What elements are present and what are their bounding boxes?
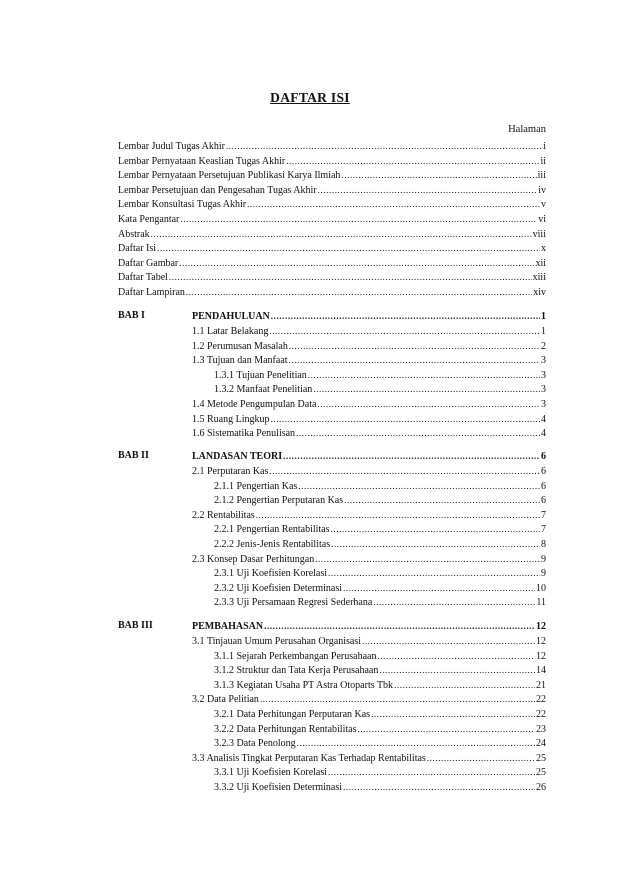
toc-entry-subsection[interactable]	[214, 566, 546, 581]
toc-entry-label: 3.3.2 Uji Koefisien Determinasi	[214, 782, 343, 793]
toc-entry-label: PEMBAHASAN	[192, 621, 264, 632]
dot-leader	[271, 309, 540, 324]
toc-entry-subsection[interactable]	[214, 663, 546, 678]
toc-entry-front[interactable]	[118, 256, 546, 271]
toc-entry-section[interactable]	[192, 426, 546, 441]
toc-entry-label: 3.1.2 Struktur dan Tata Kerja Perusahaan	[214, 665, 379, 677]
toc-entry-front[interactable]	[118, 139, 546, 154]
toc-entry-front[interactable]	[118, 270, 546, 285]
dot-leader	[317, 397, 540, 412]
toc-entry-page: 1	[541, 311, 546, 322]
toc-entry-page: 21	[536, 679, 546, 691]
toc-entry-label: Daftar Gambar	[118, 257, 179, 269]
toc-entry-label: Lembar Pernyataan Keaslian Tugas Akhir	[118, 155, 286, 167]
dot-leader	[247, 197, 540, 212]
toc-entry-page: iii	[537, 170, 546, 182]
toc-entry-section[interactable]	[192, 634, 546, 649]
toc-entry-front[interactable]	[118, 183, 546, 198]
dot-leader	[289, 353, 540, 368]
toc-entry-page: v	[541, 199, 546, 211]
dot-leader	[394, 678, 535, 693]
toc-entry-page: 3	[541, 384, 546, 396]
toc-entry-page: 12	[536, 636, 546, 647]
toc-entry-chapter[interactable]	[192, 309, 546, 324]
dot-leader	[286, 154, 539, 169]
toc-entry-page: 7	[541, 524, 546, 536]
toc-entry-label: 3.1.1 Sejarah Perkembangan Perusahaan	[214, 650, 377, 662]
dot-leader	[318, 183, 538, 198]
toc-entry-subsection[interactable]	[214, 537, 546, 552]
toc-entry-section[interactable]	[192, 751, 546, 766]
dot-leader	[308, 368, 540, 383]
toc-entry-label: Lembar Konsultasi Tugas Akhir	[118, 199, 247, 211]
dot-leader	[313, 382, 540, 397]
toc-entry-page: 22	[536, 709, 546, 720]
dot-leader	[427, 751, 535, 766]
toc-entry-label: 1.3 Tujuan dan Manfaat	[192, 355, 288, 367]
dot-leader	[180, 212, 537, 227]
toc-entry-chapter[interactable]	[192, 449, 546, 464]
toc-entry-label: PENDAHULUAN	[192, 311, 270, 322]
toc-entry-page: 24	[536, 738, 546, 750]
dot-leader	[226, 139, 542, 154]
toc-entry-page: 23	[536, 723, 546, 735]
chapter-number: BAB I	[118, 310, 145, 321]
toc-entry-page: 25	[536, 767, 546, 779]
toc-entry-label: 1.5 Ruang Lingkup	[192, 413, 270, 425]
toc-entry-front[interactable]	[118, 212, 546, 227]
toc-entry-front[interactable]	[118, 241, 546, 256]
toc-entry-label: 1.4 Metode Pengumpulan Data	[192, 399, 317, 410]
dot-leader	[256, 508, 540, 523]
dot-leader	[328, 765, 535, 780]
toc-entry-label: LANDASAN TEORI	[192, 451, 283, 462]
dot-leader	[331, 522, 540, 537]
dot-leader	[373, 595, 535, 610]
dot-leader	[269, 464, 540, 479]
dot-leader	[186, 285, 532, 300]
dot-leader	[343, 581, 535, 596]
toc-entry-label: Abstrak	[118, 228, 150, 240]
toc-entry-section[interactable]	[192, 353, 546, 368]
toc-entry-label: 3.3.1 Uji Koefisien Korelasi	[214, 767, 328, 779]
toc-entry-label: 3.2.1 Data Perhitungan Perputaran Kas	[214, 709, 371, 720]
toc-entry-section[interactable]	[192, 324, 546, 339]
toc-entry-subsection[interactable]	[214, 780, 546, 795]
toc-entry-label: Kata Pengantar	[118, 214, 180, 225]
toc-entry-subsection[interactable]	[214, 581, 546, 596]
toc-entry-label: 2.1.1 Pengertian Kas	[214, 480, 298, 492]
halaman-header: Halaman	[508, 124, 546, 135]
toc-entry-subsection[interactable]	[214, 368, 546, 383]
chapter-number: BAB III	[118, 620, 153, 631]
toc-entry-page: 1	[541, 326, 546, 337]
toc-entry-label: 2.3.1 Uji Koefisien Korelasi	[214, 568, 328, 580]
dot-leader	[362, 634, 535, 649]
dot-leader	[379, 663, 535, 678]
toc-entry-page: 12	[536, 650, 546, 662]
toc-entry-label: 1.2 Perumusan Masalah	[192, 340, 288, 352]
toc-entry-label: 1.1 Latar Belakang	[192, 326, 269, 337]
toc-entry-label: 2.3 Konsep Dasar Perhitungan	[192, 553, 315, 565]
toc-entry-page: 26	[536, 782, 546, 793]
toc-entry-page: 6	[541, 451, 546, 462]
toc-entry-front[interactable]	[118, 154, 546, 169]
toc-entry-front[interactable]	[118, 197, 546, 212]
toc-entry-page: 10	[536, 582, 546, 594]
dot-leader	[283, 449, 540, 464]
dot-leader	[357, 722, 535, 737]
toc-entry-page: iv	[538, 184, 546, 196]
dot-leader	[328, 566, 540, 581]
toc-entry-chapter[interactable]	[192, 619, 546, 634]
dot-leader	[315, 552, 540, 567]
toc-entry-subsection[interactable]	[214, 722, 546, 737]
dot-leader	[157, 241, 540, 256]
toc-entry-front[interactable]	[118, 168, 546, 183]
toc-entry-label: 2.3.2 Uji Koefisien Determinasi	[214, 582, 343, 594]
dot-leader	[169, 270, 532, 285]
toc-entry-label: 3.2.3 Data Penolong	[214, 738, 296, 750]
toc-entry-page: 6	[541, 495, 546, 507]
toc-entry-label: 2.2.1 Pengertian Rentabilitas	[214, 524, 330, 536]
toc-entry-page: 6	[541, 480, 546, 492]
toc-entry-page: 12	[536, 621, 546, 632]
toc-entry-label: 3.2 Data Pelitian	[192, 694, 259, 706]
toc-entry-page: 3	[541, 399, 546, 410]
toc-entry-page: xiii	[532, 272, 546, 284]
toc-entry-section[interactable]	[192, 508, 546, 523]
toc-entry-subsection[interactable]	[214, 707, 546, 722]
dot-leader	[371, 707, 535, 722]
toc-entry-page: 9	[541, 568, 546, 580]
chapter-number: BAB II	[118, 450, 149, 461]
toc-entry-page: vi	[538, 214, 546, 225]
toc-entry-front[interactable]	[118, 285, 546, 300]
toc-entry-label: 2.1.2 Pengertian Perputaran Kas	[214, 495, 344, 507]
toc-entry-page: 9	[541, 553, 546, 565]
toc-entry-page: 3	[541, 369, 546, 381]
toc-entry-page: 4	[541, 413, 546, 425]
toc-entry-subsection[interactable]	[214, 678, 546, 693]
dot-leader	[297, 736, 535, 751]
dot-leader	[344, 493, 540, 508]
toc-entry-page: 3	[541, 355, 546, 367]
dot-leader	[296, 426, 540, 441]
toc-entry-subsection[interactable]	[214, 736, 546, 751]
toc-entry-label: 2.2.2 Jenis-Jenis Rentabilitas	[214, 539, 331, 550]
toc-entry-label: Daftar Lampiran	[118, 287, 185, 298]
toc-entry-page: 4	[541, 428, 546, 440]
toc-entry-label: 1.3.1 Tujuan Penelitian	[214, 369, 307, 381]
toc-entry-label: 3.3 Analisis Tingkat Perputaran Kas Terhadap Rentabilitas	[192, 752, 426, 764]
toc-entry-label: 2.1 Perputaran Kas	[192, 466, 269, 477]
toc-entry-subsection[interactable]	[214, 522, 546, 537]
toc-entry-label: 3.2.2 Data Perhitungan Rentabilitas	[214, 723, 357, 735]
toc-entry-section[interactable]	[192, 412, 546, 427]
toc-entry-label: 1.6 Sistematika Penulisan	[192, 428, 296, 440]
toc-entry-label: Lembar Persetujuan dan Pengesahan Tugas Akhir	[118, 184, 317, 196]
toc-entry-label: Lembar Pernyataan Persetujuan Publikasi Karya Ilmiah	[118, 170, 341, 182]
dot-leader	[341, 168, 536, 183]
toc-entry-subsection[interactable]	[214, 479, 546, 494]
dot-leader	[151, 227, 532, 242]
toc-entry-label: Lembar Judul Tugas Akhir	[118, 141, 225, 152]
toc-entry-section[interactable]	[192, 464, 546, 479]
dot-leader	[377, 649, 535, 664]
dot-leader	[260, 692, 535, 707]
toc-entry-page: ii	[540, 155, 546, 167]
dot-leader	[331, 537, 540, 552]
toc-entry-page: 25	[536, 752, 546, 764]
toc-entry-section[interactable]	[192, 552, 546, 567]
dot-leader	[271, 412, 541, 427]
toc-entry-front[interactable]	[118, 227, 546, 242]
toc-entry-page: 7	[541, 509, 546, 521]
toc-entry-label: Daftar Isi	[118, 243, 157, 255]
toc-entry-page: 11	[536, 597, 546, 609]
dot-leader	[298, 479, 540, 494]
toc-entry-label: 3.1 Tinjauan Umum Perusahan Organisasi	[192, 636, 361, 647]
dot-leader	[269, 324, 540, 339]
toc-entry-page: xii	[535, 257, 546, 269]
toc-entry-subsection[interactable]	[214, 765, 546, 780]
page-title: DAFTAR ISI	[270, 90, 350, 105]
toc-entry-label: 1.3.2 Manfaat Penelitian	[214, 384, 313, 396]
dot-leader	[289, 339, 540, 354]
toc-entry-section[interactable]	[192, 339, 546, 354]
toc-entry-subsection[interactable]	[214, 493, 546, 508]
toc-entry-label: 3.1.3 Kegiatan Usaha PT Astra Otoparts Tbk	[214, 679, 394, 691]
toc-entry-label: 2.2 Rentabilitas	[192, 509, 255, 521]
toc-entry-subsection[interactable]	[214, 649, 546, 664]
toc-entry-label: 2.3.3 Uji Persamaan Regresi Sederhana	[214, 597, 373, 609]
toc-entry-label: Daftar Tabel	[118, 272, 168, 284]
toc-entry-page: x	[541, 243, 546, 255]
toc-entry-page: xiv	[533, 287, 546, 298]
toc-entry-page: 14	[536, 665, 546, 677]
toc-entry-subsection[interactable]	[214, 382, 546, 397]
dot-leader	[264, 619, 535, 634]
toc-entry-page: i	[543, 141, 546, 152]
toc-entry-section[interactable]	[192, 692, 546, 707]
dot-leader	[343, 780, 535, 795]
toc-entry-page: 22	[536, 694, 546, 706]
toc-entry-page: viii	[532, 228, 546, 240]
toc-entry-section[interactable]	[192, 397, 546, 412]
dot-leader	[179, 256, 534, 271]
toc-entry-subsection[interactable]	[214, 595, 546, 610]
toc-entry-page: 8	[541, 539, 546, 550]
toc-entry-page: 2	[541, 340, 546, 352]
toc-entry-page: 6	[541, 466, 546, 477]
